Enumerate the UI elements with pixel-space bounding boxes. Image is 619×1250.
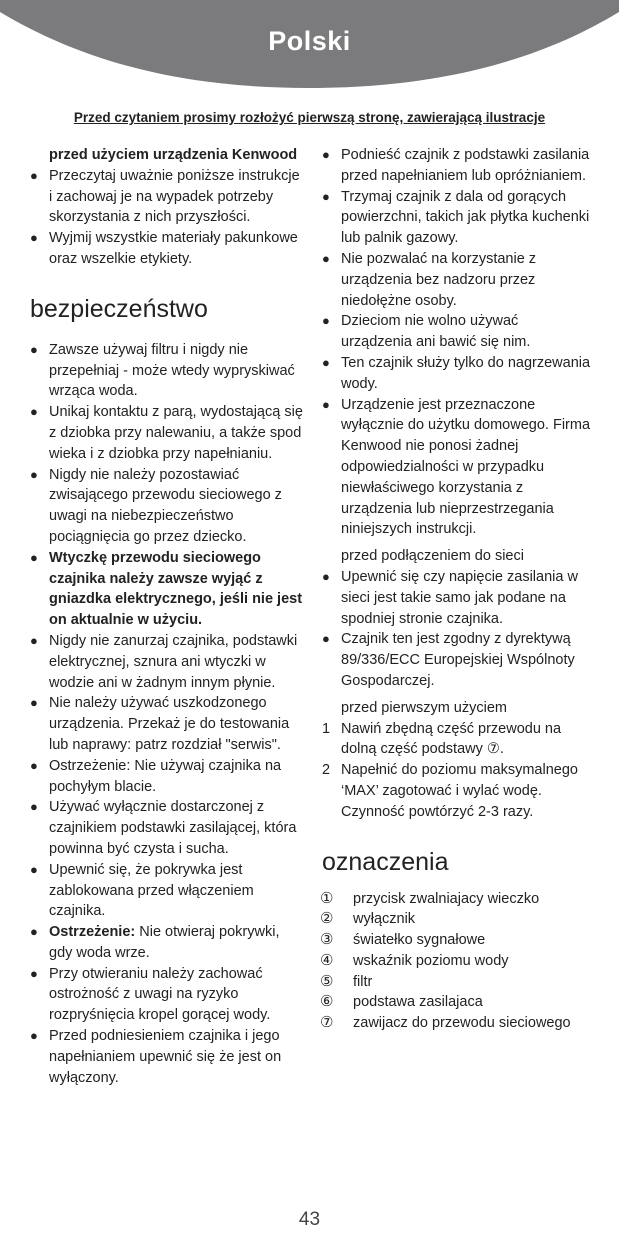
numbered-item	[322, 760, 592, 822]
list-item	[30, 465, 305, 548]
item-text: Nie otwieraj pokrywki, gdy woda wrze.	[49, 924, 280, 961]
legend-text: wskaźnik poziomu wody	[353, 952, 509, 969]
item-text: Nigdy nie należy pozostawiać zwisającego przewodu sieciowego z uwagi na niebezpieczeństwo pociągnięcia go przez dziecko.	[49, 466, 282, 545]
item-text: Nigdy nie zanurzaj czajnika, podstawki elektrycznej, sznura ani wtyczki w wodzie ani w żadnym innym płynie.	[49, 632, 298, 691]
header-banner	[0, 0, 619, 100]
bullet-icon: ●	[322, 631, 330, 647]
item-text: Dzieciom nie wolno używać urządzenia ani bawić się nim.	[341, 313, 531, 351]
connect-heading: przed podłączeniem do sieci	[341, 548, 524, 565]
list-item	[30, 1026, 305, 1088]
legend-item	[322, 992, 592, 1013]
bullet-icon: ●	[30, 341, 38, 357]
item-text: Ten czajnik służy tylko do nagrzewania wody.	[341, 354, 591, 392]
item-text: Przed podniesieniem czajnika i jego napełnianiem upewnić się że jest on wyłączony.	[49, 1028, 282, 1086]
item-text: Używać wyłącznie dostarczonej z czajnikiem podstawki zasilającej, która powinna być czysta i sucha.	[49, 799, 297, 857]
bullet-icon: ●	[30, 1028, 38, 1044]
list-item	[30, 756, 305, 798]
circled-number: ⑥	[320, 993, 334, 1011]
bullet-icon: ●	[322, 313, 330, 329]
list-item	[30, 964, 305, 1026]
left-column	[30, 145, 305, 1088]
circled-number: ⑤	[320, 972, 334, 990]
bullet-icon: ●	[30, 695, 38, 711]
bullet-icon: ●	[30, 965, 38, 981]
bullet-icon: ●	[30, 404, 38, 420]
bullet-icon: ●	[30, 549, 38, 565]
circled-number: ⑦	[320, 1014, 334, 1032]
legend-text: zawijacz do przewodu sieciowego	[353, 1015, 571, 1032]
item-text: Napełnić do poziomu maksymalnego ‘MAX’ zagotować i wylać wodę. Czynność powtórzyć 2-3 razy.	[341, 762, 578, 820]
bullet-icon: ●	[322, 396, 330, 412]
right-column	[322, 145, 592, 1034]
item-text-bold: Wtyczkę przewodu sieciowego czajnika należy zawsze wyjąć z gniazdka elektrycznego, jeśli nie jest on aktualnie w użyciu.	[49, 549, 303, 629]
item-text: Trzymaj czajnik z dala od gorących powierzchni, takich jak płytka kuchenki lub palnik gazowy.	[341, 188, 590, 247]
step-number: 2	[322, 762, 331, 779]
first-use-heading: przed pierwszym użyciem	[341, 699, 507, 716]
list-item	[30, 340, 305, 402]
item-text: Nawiń zbędną część przewodu na dolną część podstawy ⑦.	[341, 720, 562, 758]
legend-item	[322, 951, 592, 972]
item-text: Urządzenie jest przeznaczone wyłącznie do użytku domowego. Firma Kenwood nie ponosi żadnej odpowiedzialności w przypadku niewłaściwego korzystania z urządzenia lub nieprzestrzegania niniejszych instrukcji.	[341, 396, 591, 538]
step-number: 1	[322, 720, 331, 737]
item-text: Czajnik ten jest zgodny z dyrektywą 89/336/ECC Europejskiej Wspólnoty Gospodarczej.	[341, 631, 575, 689]
bullet-icon: ●	[30, 230, 38, 246]
item-text: Przy otwieraniu należy zachować ostrożność z uwagi na ryzyko rozpryśnięcia kropel gorącej wody.	[49, 965, 271, 1024]
circled-number: ②	[320, 910, 334, 928]
language-title: Polski	[268, 26, 351, 56]
bullet-icon: ●	[30, 757, 38, 773]
circled-number: ①	[320, 889, 334, 907]
list-item	[322, 187, 592, 249]
bullet-icon: ●	[322, 250, 330, 266]
item-text: Zawsze używaj filtru i nigdy nie przepełniaj - może wtedy wypryskiwać wrząca woda.	[49, 341, 295, 400]
list-item	[30, 166, 305, 228]
bullet-icon: ●	[322, 354, 330, 370]
item-text: Wyjmij wszystkie materiały pakunkowe oraz wszelkie etykiety.	[49, 230, 298, 267]
list-item	[30, 860, 305, 922]
list-item	[30, 922, 305, 964]
legend-text: wyłącznik	[353, 911, 416, 928]
legend-heading: oznaczenia	[322, 847, 449, 876]
list-item	[30, 402, 305, 464]
legend-text: filtr	[353, 973, 373, 990]
intro-note: Przed czytaniem prosimy rozłożyć pierwszą stronę, zawierającą ilustracje	[73, 110, 546, 125]
bullet-icon: ●	[30, 861, 38, 877]
list-item	[322, 629, 592, 691]
legend-item	[322, 1013, 592, 1034]
item-text: Nie pozwalać na korzystanie z urządzenia bez nadzoru przez niedołężne osoby.	[341, 250, 537, 309]
list-item	[322, 249, 592, 311]
item-text: Upewnić się, że pokrywka jest zablokowana przed włączeniem czajnika.	[49, 861, 254, 920]
list-item	[30, 693, 305, 755]
list-item	[322, 567, 592, 629]
safety-heading: bezpieczeństwo	[30, 294, 208, 323]
bullet-icon: ●	[322, 147, 330, 162]
item-text: Ostrzeżenie: Nie używaj czajnika na pochyłym blacie.	[49, 757, 282, 795]
item-text: Nie należy używać uszkodzonego urządzenia. Przekaż je do testowania lub naprawy: patrz rozdział "serwis".	[49, 695, 290, 753]
bullet-icon: ●	[322, 568, 330, 584]
page-number: 43	[298, 1209, 321, 1230]
item-text: Unikaj kontaktu z parą, wydostającą się z dziobka przy nalewaniu, a także spod wieka i z dziobka przy napełnianiu.	[49, 404, 303, 462]
before-use-heading: przed użyciem urządzenia Kenwood	[49, 147, 298, 163]
circled-number: ③	[320, 931, 334, 949]
numbered-item	[322, 719, 592, 761]
legend-text: podstawa zasilajaca	[353, 994, 483, 1011]
legend-item	[322, 909, 592, 930]
bullet-icon: ●	[30, 466, 38, 482]
list-item	[322, 311, 592, 353]
list-item	[322, 353, 592, 395]
list-item	[322, 395, 592, 541]
bullet-icon: ●	[322, 188, 330, 204]
list-item	[322, 145, 592, 187]
legend-list	[322, 889, 592, 1035]
item-text: Upewnić się czy napięcie zasilania w sieci jest takie samo jak podane na spodniej stronie czajnika.	[341, 568, 578, 627]
legend-item	[322, 972, 592, 993]
bullet-icon: ●	[30, 632, 38, 648]
item-text: Podnieść czajnik z podstawki zasilania przed napełnianiem lub opróżnianiem.	[341, 147, 590, 184]
legend-item	[322, 889, 592, 910]
legend-text: światełko sygnałowe	[353, 932, 486, 949]
list-item	[30, 228, 305, 270]
list-item	[30, 631, 305, 693]
item-text: Przeczytaj uważnie poniższe instrukcje i zachowaj je na wypadek potrzeby skorzystania z nich przyszłości.	[49, 167, 300, 226]
bullet-icon: ●	[30, 799, 38, 815]
item-text-bold: Ostrzeżenie:	[49, 924, 136, 941]
list-item	[30, 548, 305, 631]
list-item	[30, 797, 305, 859]
bullet-icon: ●	[30, 924, 38, 940]
bullet-icon: ●	[30, 167, 38, 183]
circled-number: ④	[320, 951, 334, 969]
legend-item	[322, 930, 592, 951]
legend-text: przycisk zwalniajacy wieczko	[353, 890, 540, 907]
